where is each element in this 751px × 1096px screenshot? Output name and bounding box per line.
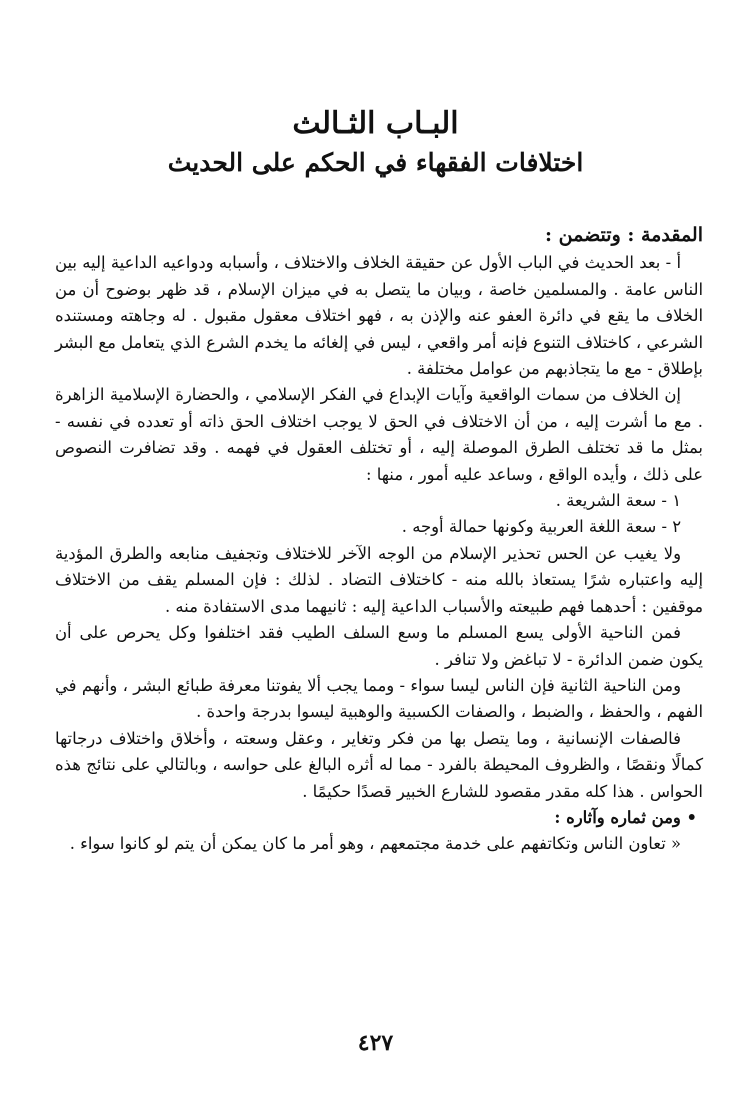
page-body (55, 222, 703, 858)
chapter-subtitle: اختلافات الفقهاء في الحكم على الحديث (167, 148, 584, 177)
list-item-2: ٢ - سعة اللغة العربية وكونها حمالة أوجه . (401, 517, 681, 537)
paragraph-5: ومن الناحية الثانية فإن الناس ليسا سواء - ومما يجب ألا يفوتنا معرفة طبائع البشر ، وأنهم في الفهم ، والحفظ ، والضبط ، والصفات الكسبية والوهبية ليسوا بدرجة واحدة . (55, 675, 703, 722)
paragraph-2: إن الخلاف من سمات الواقعية وآيات الإبداع في الفكر الإسلامي ، والحضارة الإسلامية الزاهرة . مع ما أشرت إليه ، من أن الاختلاف في الحق لا يوجب اختلاف الحق ذاته أو تعدده في نفسه - بمثل ما قد تختلف الطرق الموصلة إليه ، أو تختلف العقول في فهمه . وقد تضافرت النصوص على ذلك ، وأيده الواقع ، وساعد عليه أمور ، منها : (55, 385, 703, 484)
paragraph-1: أ - بعد الحديث في الباب الأول عن حقيقة الخلاف والاختلاف ، وأسبابه ودواعيه الداعية إليه بين الناس عامة . والمسلمين خاصة ، وبيان ما يتصل به في ميزان الإسلام ، قد ظهر بوضوح أن من الخلاف ما يقع في دائرة العفو عنه والإذن به ، فهو اختلاف معقول مقبول . له وجاهته ومستنده الشرعي ، كاختلاف التنوع فإنه أمر واقعي ، ليس في إلغائه ما يخدم الشرع الذي يتعامل مع البشر بإطلاق - مع ما يتجاذبهم من عوامل مختلفة . (55, 253, 703, 379)
fruits-heading: • ومن ثماره وآثاره : (554, 807, 697, 827)
page-number: ٤٢٧ (357, 1030, 394, 1056)
list-item-1: ١ - سعة الشريعة . (555, 491, 681, 511)
paragraph-3: ولا يغيب عن الحس تحذير الإسلام من الوجه الآخر للاختلاف وتجفيف منابعه والطرق المؤدية إليه واعتباره شرًا يستعاذ بالله منه - كاختلاف التضاد . لذلك : فإن المسلم يقف من الاختلاف موقفين : أحدهما فهم طبيعته والأسباب الداعية إليه : ثانيهما مدى الاستفادة منه . (55, 543, 703, 616)
fruits-item-1: « تعاون الناس وتكاتفهم على خدمة مجتمعهم ، وهو أمر ما كان يمكن أن يتم لو كانوا سواء . (69, 834, 681, 854)
paragraph-6: فالصفات الإنسانية ، وما يتصل بها من فكر وتغاير ، وعقل وسعته ، وأخلاق واختلاف درجاتها كمالًا ونقصًا ، والظروف المحيطة بالفرد - مما له أثره البالغ على حواسه ، وبالتالي على نتائج هذه الحواس . هذا كله مقدر مقصود للشارع الخبير قصدًا حكيمًا . (55, 728, 703, 801)
intro-heading: المقدمة : وتتضمن : (545, 224, 703, 246)
paragraph-4: فمن الناحية الأولى يسع المسلم ما وسع السلف الطيب فقد اختلفوا وكل يحرص على أن يكون ضمن الدائرة - لا تباغض ولا تنافر . (55, 623, 703, 669)
chapter-title: البـاب الثـالث (292, 106, 459, 141)
